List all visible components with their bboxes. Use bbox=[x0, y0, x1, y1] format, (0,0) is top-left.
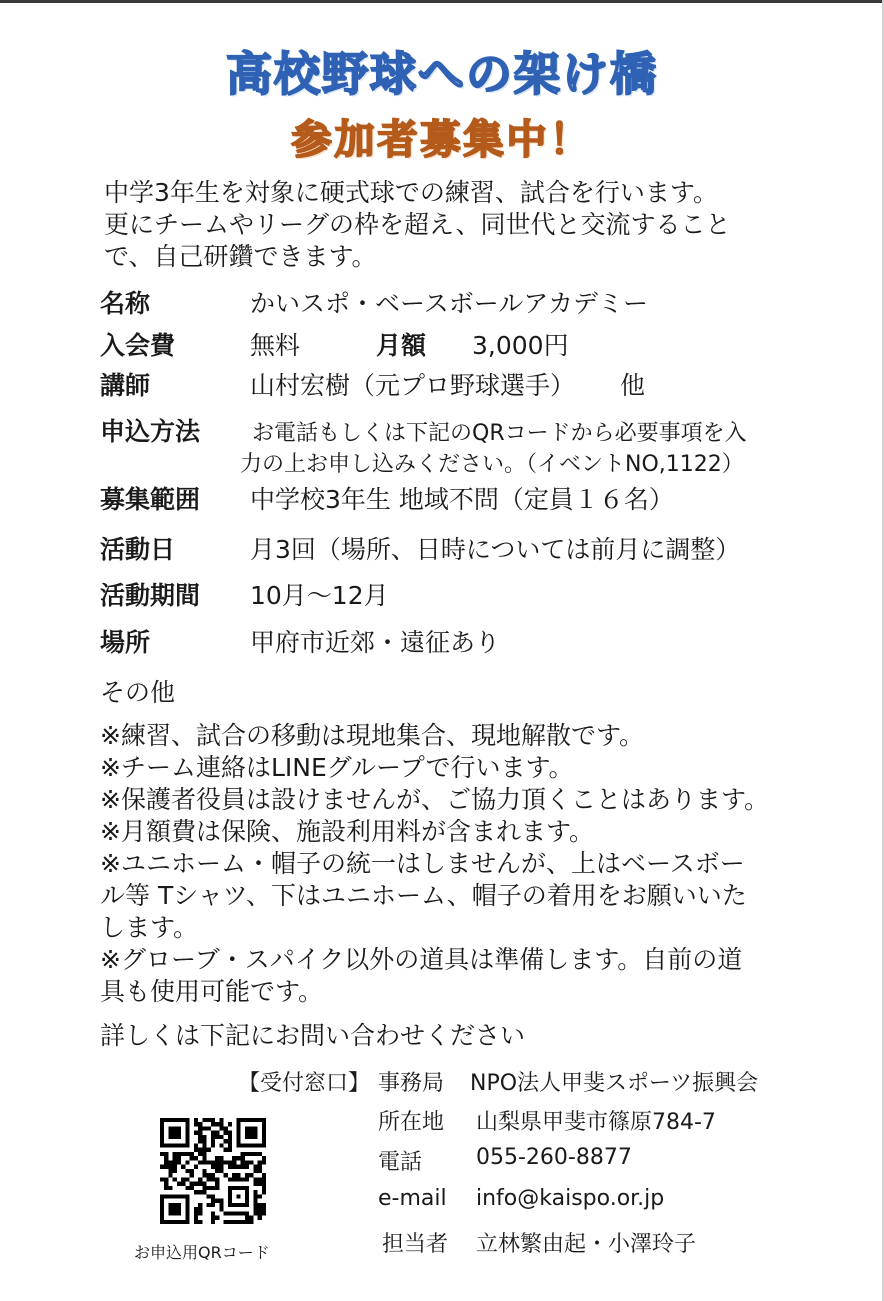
qr-caption: お申込用QRコード bbox=[134, 1243, 270, 1262]
instructor-extra: 他 bbox=[620, 371, 646, 400]
contact-phone-label: 電話 bbox=[378, 1150, 423, 1175]
contact-address-value: 山梨県甲斐市篠原784-7 bbox=[476, 1110, 716, 1135]
monthly-label: 月額 bbox=[376, 331, 427, 360]
note-line: します。 bbox=[100, 913, 199, 942]
note-line: ※チーム連絡はLINEグループで行います。 bbox=[100, 753, 574, 782]
info-value: 無料 bbox=[250, 331, 301, 360]
contact-person-value: 立林繁由起・小澤玲子 bbox=[476, 1232, 697, 1257]
contact-window-label: 【受付窓口】 bbox=[238, 1071, 371, 1096]
qr-code-icon[interactable] bbox=[160, 1118, 266, 1224]
other-heading: その他 bbox=[100, 678, 176, 707]
info-label: 活動日 bbox=[100, 535, 176, 564]
note-line: ※ユニホーム・帽子の統一はしませんが、上はベースボー bbox=[100, 849, 745, 878]
contact-office-label: 事務局 bbox=[378, 1071, 445, 1096]
info-value: 月3回（場所、日時については前月に調整） bbox=[250, 535, 741, 564]
top-border bbox=[0, 0, 884, 3]
notes-list bbox=[100, 720, 810, 1008]
contact-address-label: 所在地 bbox=[378, 1110, 445, 1135]
info-value: 山村宏樹（元プロ野球選手） bbox=[250, 371, 576, 400]
info-value: 甲府市近郊・遠征あり bbox=[250, 628, 501, 657]
note-line: ※保護者役員は設けませんが、ご協力頂くことはあります。 bbox=[100, 785, 769, 814]
info-value: かいスポ・ベースボールアカデミー bbox=[250, 289, 649, 318]
note-line: ※練習、試合の移動は現地集合、現地解散です。 bbox=[100, 721, 644, 750]
flyer-title: 高校野球への架け橋 bbox=[226, 47, 658, 101]
monthly-value: 3,000円 bbox=[472, 331, 569, 360]
note-line: ※月額費は保険、施設利用料が含まれます。 bbox=[100, 817, 594, 846]
note-line: ル等 Tシャツ、下はユニホーム、帽子の着用をお願いいた bbox=[100, 881, 747, 910]
info-value: 中学校3年生 地域不問（定員１６名） bbox=[250, 485, 674, 514]
details-text: 詳しくは下記にお問い合わせください bbox=[100, 1021, 526, 1050]
info-value: 10月～12月 bbox=[250, 581, 389, 610]
info-value: お電話もしくは下記のQRコードから必要事項を入 bbox=[252, 421, 747, 446]
info-label: 入会費 bbox=[100, 331, 176, 360]
note-line: 具も使用可能です。 bbox=[100, 977, 324, 1006]
intro-line: で、自己研鑽できます。 bbox=[104, 242, 377, 271]
contact-office-value: NPO法人甲斐スポーツ振興会 bbox=[470, 1071, 759, 1096]
contact-email-label: e-mail bbox=[378, 1186, 447, 1211]
contact-person-label: 担当者 bbox=[382, 1232, 449, 1257]
info-label: 活動期間 bbox=[100, 581, 201, 610]
flyer-subtitle: 参加者募集中！ bbox=[291, 117, 593, 163]
info-label: 場所 bbox=[100, 628, 151, 657]
info-label: 募集範囲 bbox=[100, 485, 201, 514]
info-label: 申込方法 bbox=[100, 417, 201, 446]
info-label: 名称 bbox=[100, 289, 151, 318]
intro-line: 中学3年生を対象に硬式球での練習、試合を行います。 bbox=[104, 178, 718, 207]
note-line: ※グローブ・スパイク以外の道具は準備します。自前の道 bbox=[100, 945, 743, 974]
info-value-line2: 力の上お申し込みください。（イベントNO,1122） bbox=[240, 452, 744, 477]
info-label: 講師 bbox=[100, 371, 151, 400]
intro-line: 更にチームやリーグの枠を超え、同世代と交流すること bbox=[104, 210, 731, 239]
contact-phone-value[interactable]: 055-260-8877 bbox=[476, 1145, 632, 1170]
contact-email-value[interactable]: info@kaispo.or.jp bbox=[476, 1186, 665, 1211]
intro-text bbox=[104, 177, 794, 273]
